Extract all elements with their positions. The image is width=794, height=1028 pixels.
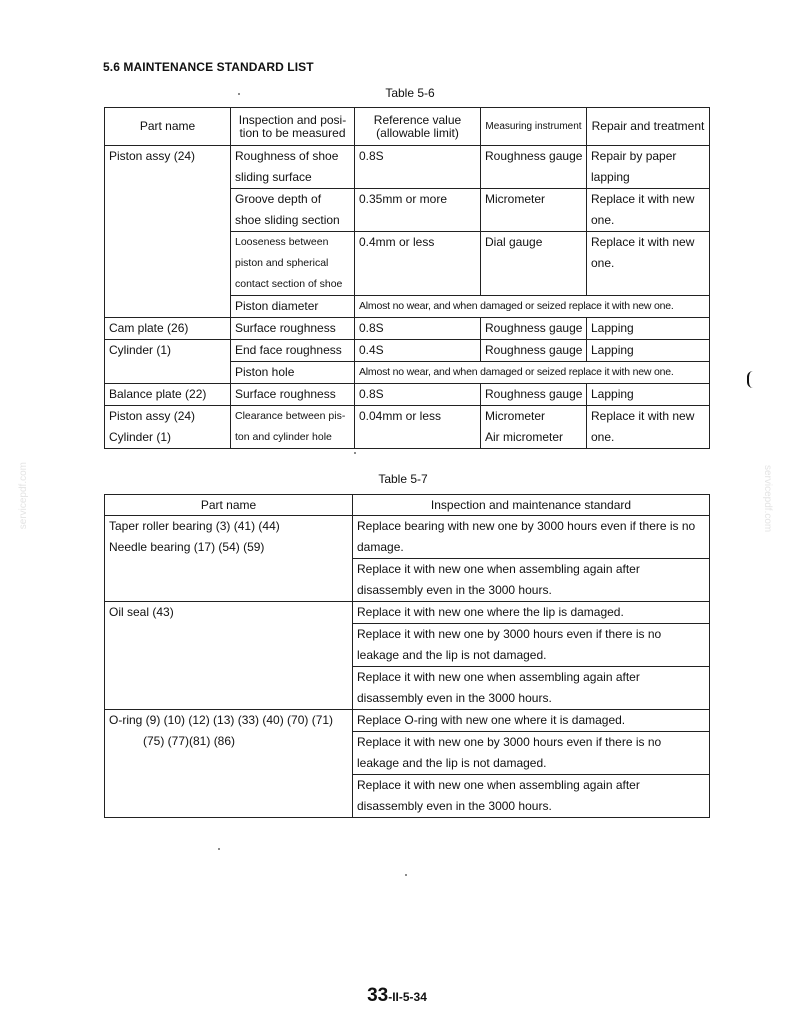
scan-speck	[238, 93, 240, 95]
part-name-cell	[105, 516, 353, 602]
repair-cell: Lapping	[587, 384, 710, 406]
inspection-cell: Groove depth of shoe sliding section	[231, 189, 355, 232]
instrument-cell: Roughness gauge	[481, 318, 587, 340]
reference-cell: 0.8S	[355, 318, 481, 340]
repair-cell: Lapping	[587, 340, 710, 362]
standard-cell: Replace it with new one when assembling again after disassembly even in the 3000 hours.	[353, 559, 710, 602]
watermark-left: servicepdf.com	[18, 462, 29, 530]
standard-cell: Replace it with new one when assembling again after disassembly even in the 3000 hours.	[353, 667, 710, 710]
part-name-cell: Balance plate (22)	[105, 384, 231, 406]
part-name-cell: Piston assy (24)	[105, 146, 231, 318]
table-header-row	[105, 495, 710, 516]
scan-speck	[405, 874, 407, 876]
header-part-name: Part name	[105, 108, 231, 146]
table-row	[105, 146, 710, 189]
repair-cell: Replace it with new one.	[587, 406, 710, 449]
header-part-name: Part name	[105, 495, 353, 516]
page-number-suffix: -II-5-34	[388, 990, 427, 1004]
section-heading: 5.6 MAINTENANCE STANDARD LIST	[103, 60, 314, 74]
part-name-cell	[105, 406, 231, 449]
part-name-cell: Oil seal (43)	[105, 602, 353, 710]
table-row	[105, 710, 710, 732]
part-name-line: Taper roller bearing (3) (41) (44)	[109, 519, 280, 533]
table-row	[105, 340, 710, 362]
table-5-7-caption: Table 5-7	[378, 472, 428, 486]
table-row	[105, 516, 710, 559]
header-inspection: Inspection and posi-tion to be measured	[231, 108, 355, 146]
table-row	[105, 318, 710, 340]
standard-cell: Replace O-ring with new one where it is damaged.	[353, 710, 710, 732]
reference-cell: 0.4S	[355, 340, 481, 362]
part-name-line: Needle bearing (17) (54) (59)	[109, 540, 265, 554]
inspection-cell: Roughness of shoe sliding surface	[231, 146, 355, 189]
reference-cell: 0.04mm or less	[355, 406, 481, 449]
inspection-cell: Surface roughness	[231, 384, 355, 406]
instrument-cell: Roughness gauge	[481, 340, 587, 362]
scan-speck	[218, 848, 220, 850]
reference-cell: 0.4mm or less	[355, 232, 481, 296]
instrument-cell: Roughness gauge	[481, 146, 587, 189]
header-instrument: Measuring instrument	[481, 108, 587, 146]
maintenance-table-5-7	[104, 494, 710, 818]
part-name-line: (75) (77)(81) (86)	[143, 734, 236, 748]
inspection-cell: Surface roughness	[231, 318, 355, 340]
part-name-line: Cylinder (1)	[109, 430, 172, 444]
watermark-right: servicepdf.com	[762, 465, 773, 533]
page-number	[0, 985, 794, 1007]
inspection-cell: Clearance between pis-ton and cylinder hole	[231, 406, 355, 449]
header-standard: Inspection and maintenance standard	[353, 495, 710, 516]
inspection-cell: End face roughness	[231, 340, 355, 362]
table-row	[105, 602, 710, 624]
reference-cell: 0.8S	[355, 146, 481, 189]
reference-cell: 0.35mm or more	[355, 189, 481, 232]
table-row	[105, 406, 710, 449]
standard-cell: Replace it with new one by 3000 hours even if there is no leakage and the lip is not damaged.	[353, 732, 710, 775]
repair-cell: Replace it with new one.	[587, 189, 710, 232]
maintenance-table-5-6	[104, 107, 710, 449]
instrument-cell: Roughness gauge	[481, 384, 587, 406]
repair-cell: Lapping	[587, 318, 710, 340]
standard-cell: Replace bearing with new one by 3000 hours even if there is no damage.	[353, 516, 710, 559]
inspection-cell: Looseness between piston and spherical contact section of shoe	[231, 232, 355, 296]
repair-cell: Replace it with new one.	[587, 232, 710, 296]
instrument-cell: Micrometer	[481, 189, 587, 232]
part-name-line: Piston assy (24)	[109, 409, 196, 423]
instrument-line: Micrometer	[485, 409, 546, 423]
reference-cell: 0.8S	[355, 384, 481, 406]
part-name-cell: Cam plate (26)	[105, 318, 231, 340]
instrument-cell	[481, 406, 587, 449]
table-header-row	[105, 108, 710, 146]
repair-cell: Repair by paper lapping	[587, 146, 710, 189]
inspection-cell: Piston diameter	[231, 296, 355, 318]
part-name-cell	[105, 710, 353, 818]
standard-cell: Replace it with new one when assembling again after disassembly even in the 3000 hours.	[353, 775, 710, 818]
margin-bracket-mark	[747, 371, 754, 388]
instrument-line: Air micrometer	[485, 430, 564, 444]
scan-speck	[354, 452, 356, 454]
inspection-cell: Piston hole	[231, 362, 355, 384]
note-cell: Almost no wear, and when damaged or seized replace it with new one.	[355, 296, 710, 318]
standard-cell: Replace it with new one where the lip is damaged.	[353, 602, 710, 624]
table-row	[105, 384, 710, 406]
note-cell: Almost no wear, and when damaged or seized replace it with new one.	[355, 362, 710, 384]
table-5-6-caption: Table 5-6	[385, 86, 435, 100]
header-repair: Repair and treatment	[587, 108, 710, 146]
part-name-line: O-ring (9) (10) (12) (13) (33) (40) (70) (71)	[109, 713, 334, 727]
standard-cell: Replace it with new one by 3000 hours even if there is no leakage and the lip is not damaged.	[353, 624, 710, 667]
page-number-main: 33	[367, 985, 389, 1006]
part-name-cell: Cylinder (1)	[105, 340, 231, 384]
header-reference: Reference value (allowable limit)	[355, 108, 481, 146]
instrument-cell: Dial gauge	[481, 232, 587, 296]
